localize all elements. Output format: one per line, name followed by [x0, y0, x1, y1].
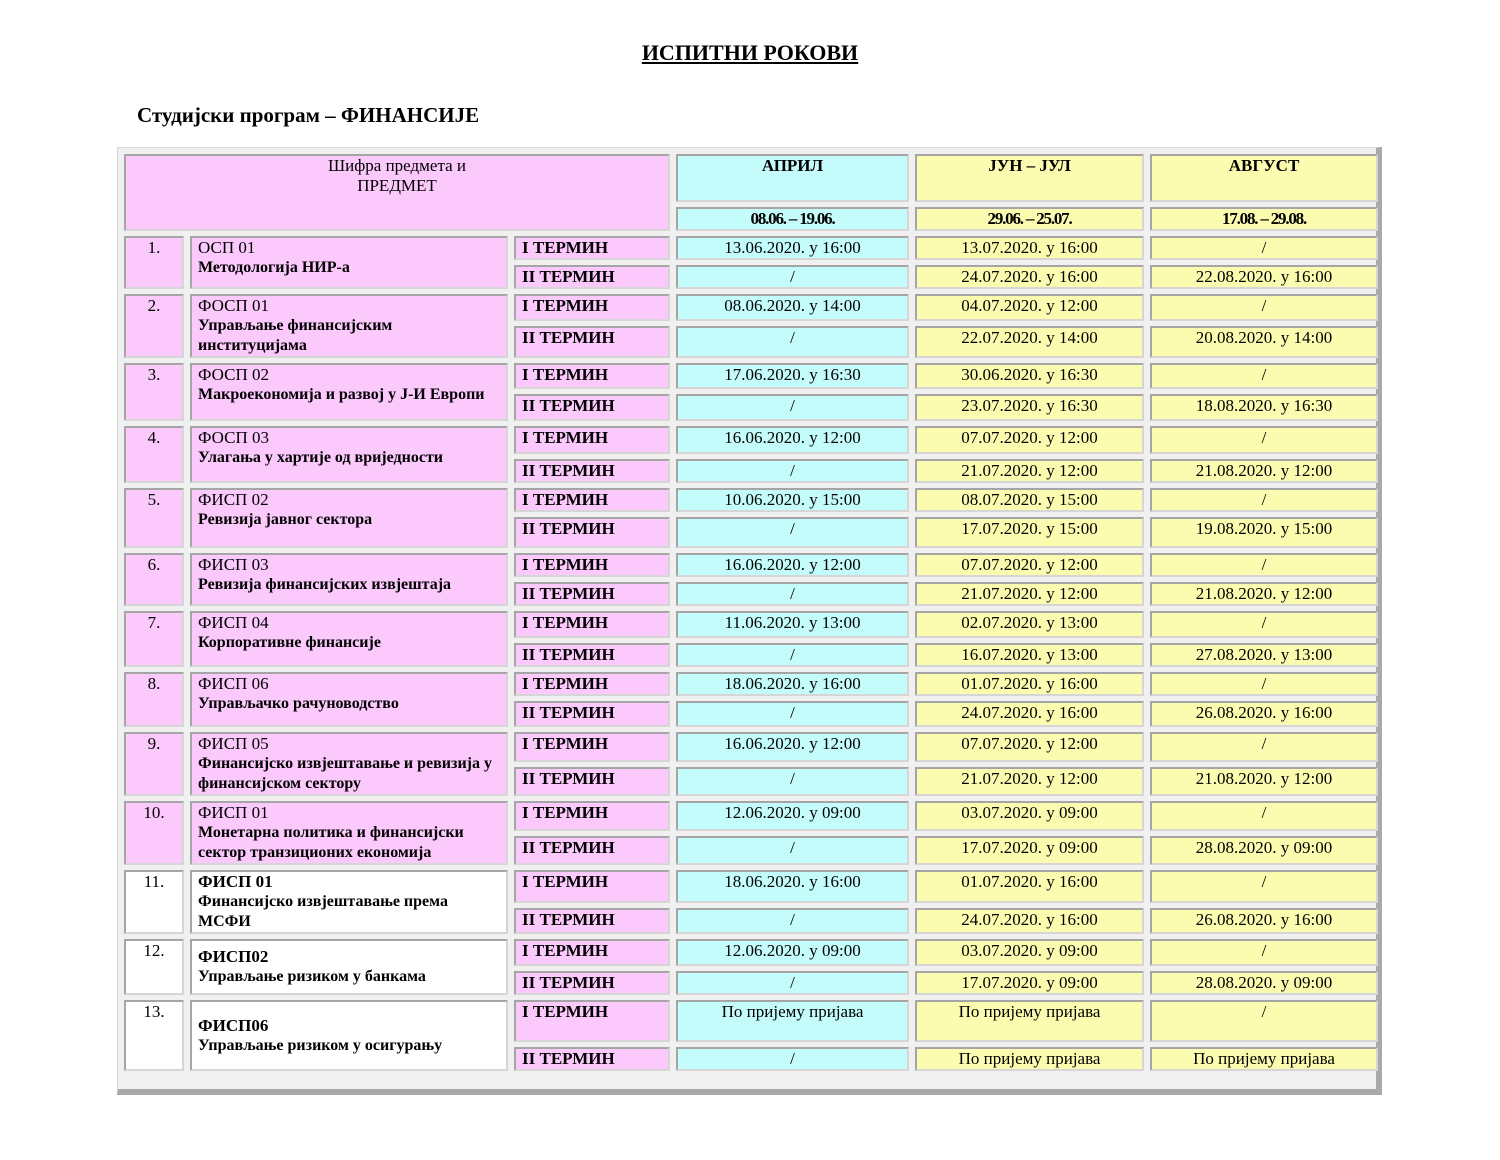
avgust-date: 26.08.2020. у 16:00	[1150, 701, 1378, 727]
jun-jul-date: 24.07.2020. у 16:00	[915, 701, 1144, 727]
subject-cell	[190, 488, 508, 548]
avgust-date: /	[1150, 294, 1378, 321]
avgust-date: По пријему пријава	[1150, 1047, 1378, 1071]
term-label: II ТЕРМИН	[514, 459, 670, 483]
april-date: 17.06.2020. у 16:30	[676, 363, 909, 389]
subject-name: Ревизија јавног сектора	[198, 511, 373, 528]
header-subject-line2: ПРЕДМЕТ	[357, 176, 437, 195]
jun-jul-date: 21.07.2020. у 12:00	[915, 459, 1144, 483]
april-date: 18.06.2020. у 16:00	[676, 870, 909, 903]
term-label: I ТЕРМИН	[514, 488, 670, 512]
april-date: /	[676, 394, 909, 421]
april-date: /	[676, 908, 909, 934]
table-row	[124, 553, 1378, 577]
term-label: II ТЕРМИН	[514, 394, 670, 421]
row-number: 6.	[124, 553, 184, 606]
subject-code: ФИСП 02	[198, 490, 269, 509]
row-number: 5.	[124, 488, 184, 548]
subject-cell	[190, 611, 508, 667]
avgust-date: /	[1150, 611, 1378, 638]
table-row	[124, 672, 1378, 696]
jun-jul-date: 07.07.2020. у 12:00	[915, 553, 1144, 577]
april-date: 13.06.2020. у 16:00	[676, 236, 909, 260]
header-subject-line1: Шифра предмета и	[328, 156, 466, 175]
table-row	[124, 294, 1378, 321]
header-period-jun-jul: ЈУН – ЈУЛ	[915, 154, 1144, 202]
subject-name: Управљање ризиком у осигурању	[198, 1036, 443, 1054]
row-number: 1.	[124, 236, 184, 289]
term-label: II ТЕРМИН	[514, 767, 670, 797]
april-date: 10.06.2020. у 15:00	[676, 488, 909, 512]
jun-jul-date: 01.07.2020. у 16:00	[915, 870, 1144, 903]
jun-jul-date: 23.07.2020. у 16:30	[915, 394, 1144, 421]
subject-name: Финансијско извјештавање према МСФИ	[198, 893, 448, 930]
header-range-april: 08.06. – 19.06.	[676, 207, 909, 231]
header-range-jun-jul: 29.06. – 25.07.	[915, 207, 1144, 231]
jun-jul-date: 17.07.2020. у 15:00	[915, 517, 1144, 548]
term-label: II ТЕРМИН	[514, 836, 670, 866]
avgust-date: 27.08.2020. у 13:00	[1150, 643, 1378, 667]
subject-name: Управљање ризиком у банкама	[198, 968, 426, 985]
subject-cell	[190, 294, 508, 358]
april-date: 18.06.2020. у 16:00	[676, 672, 909, 696]
subject-cell	[190, 1000, 508, 1071]
avgust-date: /	[1150, 801, 1378, 831]
row-number: 11.	[124, 870, 184, 934]
avgust-date: /	[1150, 363, 1378, 389]
avgust-date: /	[1150, 236, 1378, 260]
table-row	[124, 1000, 1378, 1042]
term-label: II ТЕРМИН	[514, 582, 670, 606]
avgust-date: 19.08.2020. у 15:00	[1150, 517, 1378, 548]
subject-cell	[190, 672, 508, 727]
term-label: II ТЕРМИН	[514, 908, 670, 934]
header-period-avgust: АВГУСТ	[1150, 154, 1378, 202]
april-date: /	[676, 265, 909, 289]
term-label: I ТЕРМИН	[514, 294, 670, 321]
term-label: II ТЕРМИН	[514, 326, 670, 358]
table-row	[124, 801, 1378, 831]
table-row	[124, 732, 1378, 762]
jun-jul-date: 21.07.2020. у 12:00	[915, 767, 1144, 797]
term-label: I ТЕРМИН	[514, 801, 670, 831]
jun-jul-date: 04.07.2020. у 12:00	[915, 294, 1144, 321]
subject-code: ФИСП 06	[198, 674, 269, 693]
avgust-date: 18.08.2020. у 16:30	[1150, 394, 1378, 421]
jun-jul-date: 22.07.2020. у 14:00	[915, 326, 1144, 358]
row-number: 9.	[124, 732, 184, 796]
jun-jul-date: По пријему пријава	[915, 1000, 1144, 1042]
april-date: /	[676, 767, 909, 797]
term-label: I ТЕРМИН	[514, 672, 670, 696]
jun-jul-date: 08.07.2020. у 15:00	[915, 488, 1144, 512]
subject-name: Корпоративне финансије	[198, 634, 381, 651]
subject-name: Управљачко рачуноводство	[198, 695, 399, 712]
avgust-date: /	[1150, 939, 1378, 966]
page-title: ИСПИТНИ РОКОВИ	[641, 40, 859, 65]
subject-code: ФИСП 03	[198, 555, 269, 574]
term-label: I ТЕРМИН	[514, 426, 670, 454]
april-date: 16.06.2020. у 12:00	[676, 732, 909, 762]
term-label: I ТЕРМИН	[514, 363, 670, 389]
row-number: 8.	[124, 672, 184, 727]
april-date: /	[676, 836, 909, 866]
row-number: 12.	[124, 939, 184, 995]
subject-name: Управљање финансијским институцијама	[198, 317, 393, 354]
subject-cell	[190, 939, 508, 995]
subject-cell	[190, 236, 508, 289]
subject-code: ФИСП 05	[198, 734, 269, 753]
term-label: I ТЕРМИН	[514, 939, 670, 966]
subject-code: ФИСП 01	[198, 872, 273, 891]
subject-cell	[190, 553, 508, 606]
term-label: I ТЕРМИН	[514, 553, 670, 577]
april-date: /	[676, 701, 909, 727]
subject-code: ФИСП02	[198, 947, 269, 966]
avgust-date: 22.08.2020. у 16:00	[1150, 265, 1378, 289]
jun-jul-date: 30.06.2020. у 16:30	[915, 363, 1144, 389]
subject-cell	[190, 732, 508, 796]
subject-code: ФИСП 04	[198, 613, 269, 632]
subject-cell	[190, 870, 508, 934]
april-date: 08.06.2020. у 14:00	[676, 294, 909, 321]
term-label: II ТЕРМИН	[514, 701, 670, 727]
jun-jul-date: 24.07.2020. у 16:00	[915, 908, 1144, 934]
term-label: II ТЕРМИН	[514, 265, 670, 289]
subject-code: ОСП 01	[198, 238, 256, 257]
table-row	[124, 939, 1378, 966]
table-row	[124, 236, 1378, 260]
term-label: I ТЕРМИН	[514, 1000, 670, 1042]
program-subtitle: Студијски програм – ФИНАНСИЈЕ	[137, 103, 480, 127]
avgust-date: /	[1150, 732, 1378, 762]
subject-name: Монетарна политика и финансијски сектор транзиционих економија	[198, 824, 464, 861]
row-number: 4.	[124, 426, 184, 483]
subject-name: Методологија НИР-а	[198, 259, 350, 276]
avgust-date: /	[1150, 426, 1378, 454]
jun-jul-date: 17.07.2020. у 09:00	[915, 971, 1144, 995]
subject-code: ФОСП 01	[198, 296, 269, 315]
april-date: /	[676, 643, 909, 667]
april-date: По пријему пријава	[676, 1000, 909, 1042]
term-label: II ТЕРМИН	[514, 643, 670, 667]
header-period-april: АПРИЛ	[676, 154, 909, 202]
avgust-date: /	[1150, 672, 1378, 696]
avgust-date: 21.08.2020. у 12:00	[1150, 767, 1378, 797]
subject-cell	[190, 363, 508, 421]
subject-name: Макроекономија и развој у Ј-И Европи	[198, 386, 485, 403]
april-date: /	[676, 326, 909, 358]
april-date: 16.06.2020. у 12:00	[676, 426, 909, 454]
jun-jul-date: 01.07.2020. у 16:00	[915, 672, 1144, 696]
avgust-date: 28.08.2020. у 09:00	[1150, 971, 1378, 995]
jun-jul-date: 13.07.2020. у 16:00	[915, 236, 1144, 260]
avgust-date: 21.08.2020. у 12:00	[1150, 459, 1378, 483]
jun-jul-date: 16.07.2020. у 13:00	[915, 643, 1144, 667]
jun-jul-date: 07.07.2020. у 12:00	[915, 732, 1144, 762]
subject-code: ФИСП 01	[198, 803, 269, 822]
term-label: II ТЕРМИН	[514, 1047, 670, 1071]
jun-jul-date: 03.07.2020. у 09:00	[915, 939, 1144, 966]
term-label: II ТЕРМИН	[514, 517, 670, 548]
term-label: I ТЕРМИН	[514, 236, 670, 260]
row-number: 7.	[124, 611, 184, 667]
avgust-date: 21.08.2020. у 12:00	[1150, 582, 1378, 606]
subject-name: Финансијско извјештавање и ревизија у финансијском сектору	[198, 755, 492, 792]
table-row	[124, 363, 1378, 389]
term-label: I ТЕРМИН	[514, 611, 670, 638]
table-row	[124, 488, 1378, 512]
jun-jul-date: По пријему пријава	[915, 1047, 1144, 1071]
header-subject	[124, 154, 670, 231]
april-date: /	[676, 459, 909, 483]
header-range-avgust: 17.08. – 29.08.	[1150, 207, 1378, 231]
table-row	[124, 870, 1378, 903]
avgust-date: /	[1150, 488, 1378, 512]
subject-name: Улагања у хартије од вриједности	[198, 449, 444, 466]
term-label: I ТЕРМИН	[514, 732, 670, 762]
subject-name: Ревизија финансијских извјештаја	[198, 576, 452, 593]
april-date: /	[676, 971, 909, 995]
term-label: I ТЕРМИН	[514, 870, 670, 903]
april-date: 12.06.2020. у 09:00	[676, 801, 909, 831]
avgust-date: /	[1150, 870, 1378, 903]
table-row	[124, 426, 1378, 454]
april-date: /	[676, 582, 909, 606]
april-date: 16.06.2020. у 12:00	[676, 553, 909, 577]
subject-cell	[190, 801, 508, 865]
avgust-date: /	[1150, 1000, 1378, 1042]
april-date: 12.06.2020. у 09:00	[676, 939, 909, 966]
jun-jul-date: 17.07.2020. у 09:00	[915, 836, 1144, 866]
subject-cell	[190, 426, 508, 483]
row-number: 3.	[124, 363, 184, 421]
row-number: 10.	[124, 801, 184, 865]
april-date: /	[676, 517, 909, 548]
avgust-date: 20.08.2020. у 14:00	[1150, 326, 1378, 358]
jun-jul-date: 07.07.2020. у 12:00	[915, 426, 1144, 454]
jun-jul-date: 21.07.2020. у 12:00	[915, 582, 1144, 606]
subject-code: ФОСП 02	[198, 365, 269, 384]
april-date: 11.06.2020. у 13:00	[676, 611, 909, 638]
exam-schedule-table	[117, 147, 1382, 1095]
row-number: 13.	[124, 1000, 184, 1071]
subject-code: ФИСП06	[198, 1015, 269, 1035]
schedule-grid	[118, 149, 1384, 1076]
row-number: 2.	[124, 294, 184, 358]
jun-jul-date: 02.07.2020. у 13:00	[915, 611, 1144, 638]
avgust-date: 26.08.2020. у 16:00	[1150, 908, 1378, 934]
subject-code: ФОСП 03	[198, 428, 269, 447]
term-label: II ТЕРМИН	[514, 971, 670, 995]
jun-jul-date: 24.07.2020. у 16:00	[915, 265, 1144, 289]
jun-jul-date: 03.07.2020. у 09:00	[915, 801, 1144, 831]
table-row	[124, 611, 1378, 638]
avgust-date: /	[1150, 553, 1378, 577]
april-date: /	[676, 1047, 909, 1071]
avgust-date: 28.08.2020. у 09:00	[1150, 836, 1378, 866]
